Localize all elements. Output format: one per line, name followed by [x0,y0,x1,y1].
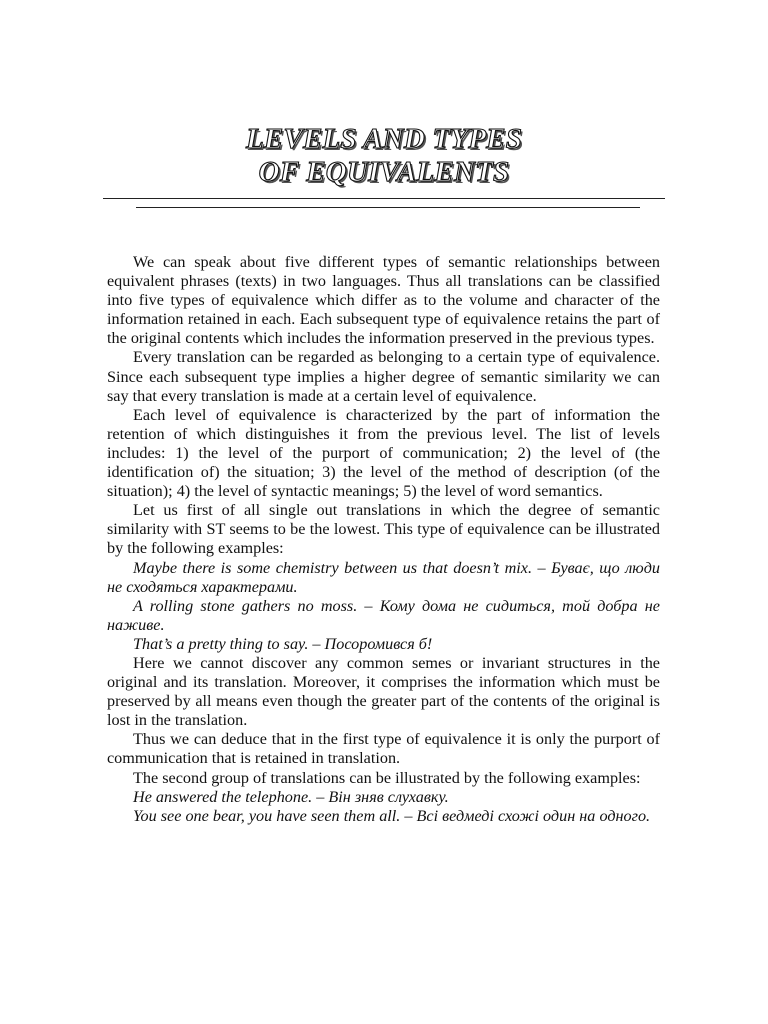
title-rule-bottom [136,207,640,208]
paragraph: Every translation can be regarded as belonging to a certain type of equivalence. Since each subsequent type implies a higher degree of semantic similarity we can say that every translation is made at a certain level of equivalence. [107,348,660,405]
example-paragraph: He answered the telephone. – Він зняв слухавку. [133,787,449,806]
body-text [107,253,660,826]
paragraph: Thus we can deduce that in the first type of equivalence it is only the purport of communication that is retained in translation. [107,730,660,768]
paragraph: Let us first of all single out translations in which the degree of semantic similarity with ST seems to be the lowest. This type of equivalence can be illustrated by the following examples: [107,501,660,558]
example-paragraph: That’s a pretty thing to say. – Посоромився б! [133,634,433,653]
example-paragraph: A rolling stone gathers no moss. – Кому дома не сидиться, той добра не наживе. [107,596,660,634]
paragraph: Each level of equivalence is characterized by the part of information the retention of which distinguishes it from the previous level. The list of levels includes: 1) the level of the purport of communication; 2) the level of (the identification of) the situation; 3) the level of the method of description (of the situation); 4) the level of syntactic meanings; 5) the level of word semantics. [107,405,660,501]
title-line-2: OF EQUIVALENTS [258,156,510,188]
title-rule-top [103,198,665,199]
paragraph: We can speak about five different types of semantic relationships between equivalent phrases (texts) in two languages. Thus all translations can be classified into five types of equivalence which differ as to the volume and character of the information retained in each. Each subsequent type of equivalence retains the part of the original contents which includes the information preserved in the previous types. [107,253,660,348]
title-line-1: LEVELS AND TYPES [245,123,523,155]
paragraph: The second group of translations can be illustrated by the following examples: [133,768,641,787]
page-title [0,123,768,189]
example-paragraph: Maybe there is some chemistry between us that doesn’t mix. – Буває, що люди не сходяться характерами. [107,558,660,596]
example-paragraph: You see one bear, you have seen them all. – Всі ведмеді схожі один на одного. [133,806,651,825]
paragraph: Here we cannot discover any common semes or invariant structures in the original and its translation. Moreover, it comprises the information which must be preserved by all means even though the greater part of the contents of the original is lost in the translation. [107,653,660,730]
